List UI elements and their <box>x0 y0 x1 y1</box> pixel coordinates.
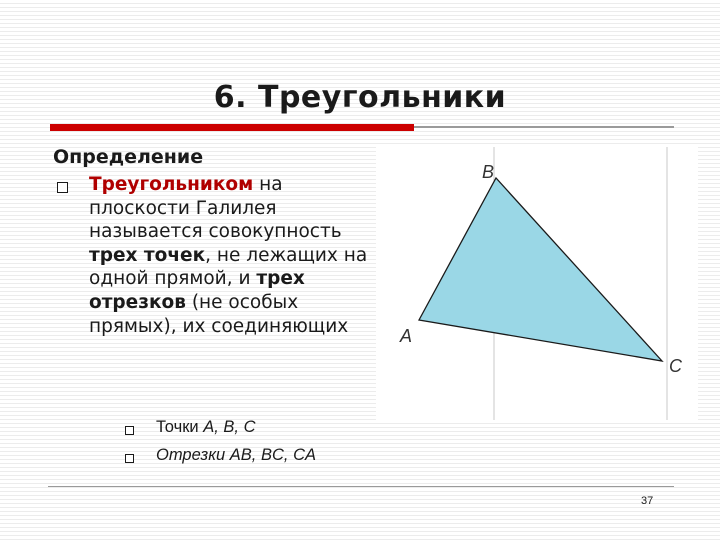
sub-item-points <box>156 418 256 437</box>
square-bullet-icon <box>125 426 134 435</box>
definition-term: Треугольником <box>89 174 254 195</box>
vertex-label-c: C <box>669 356 682 376</box>
definition-text-part: (не особых прямых), их соединяющих <box>89 291 349 337</box>
triangle-figure <box>376 147 698 420</box>
definition-emphasis: трех отрезков <box>89 268 305 313</box>
sub-item-prefix: Отрезки <box>156 446 230 464</box>
slide-title: 6. Треугольники <box>213 80 507 115</box>
sub-item-prefix: Точки <box>156 418 204 436</box>
footer-divider-line <box>48 486 674 487</box>
square-bullet-icon <box>57 182 68 193</box>
definition-paragraph <box>89 173 369 338</box>
sub-item-letters: AB, BC, CA <box>229 446 316 464</box>
definition-text-part: , не лежащих на одной прямой, и <box>89 244 368 290</box>
title-divider-line <box>414 126 674 128</box>
page-number: 37 <box>641 495 654 507</box>
title-accent-bar <box>50 124 414 131</box>
definition-text-part: на плоскости Галилея называется совокупность <box>89 174 342 243</box>
square-bullet-icon <box>125 454 134 463</box>
triangle-shape <box>419 178 662 361</box>
triangle-diagram <box>376 147 698 420</box>
sub-item-letters: A, B, C <box>203 418 256 436</box>
vertex-label-a: A <box>400 326 413 346</box>
sub-item-segments <box>156 446 316 465</box>
definition-emphasis: трех точек <box>89 244 206 266</box>
definition-heading: Определение <box>53 146 204 168</box>
vertex-label-b: B <box>482 162 495 182</box>
